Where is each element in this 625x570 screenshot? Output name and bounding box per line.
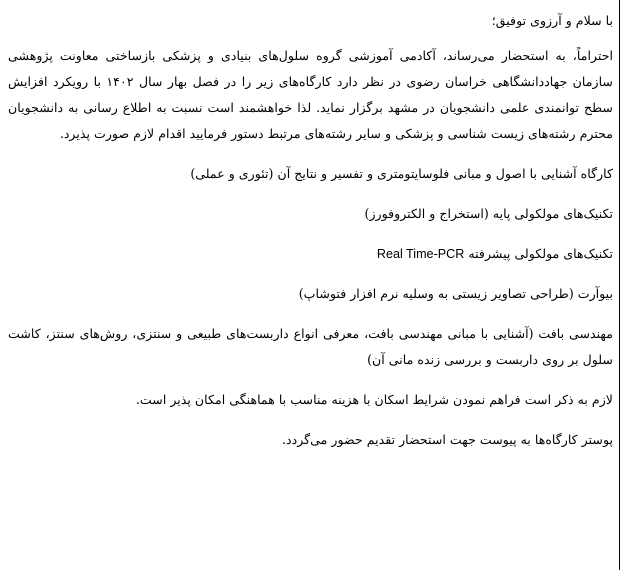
closing-line: پوستر کارگاه‌ها به پیوست جهت استحضار تقدیم حضور می‌گردد. bbox=[282, 432, 613, 447]
workshop-advanced-molecular-term: Real Time-PCR bbox=[376, 247, 465, 261]
workshop-advanced-molecular-text: تکنیک‌های مولکولی پیشرفته bbox=[468, 246, 613, 261]
workshop-basic-molecular: تکنیک‌های مولکولی پایه (استخراج و الکتروفورز) bbox=[364, 206, 613, 221]
workshop-tissue-engineering: مهندسی بافت (آشنایی با مبانی مهندسی بافت، معرفی انواع داربست‌های طبیعی و سنتزی، روش‌های سنتز، کاشت سلول بر روی داربست و بررسی زنده مانی آن) bbox=[8, 326, 613, 367]
accommodation-note: لازم به ذکر است فراهم نمودن شرایط اسکان با هزینه مناسب با هماهنگی امکان پذیر است. bbox=[135, 392, 613, 407]
workshop-advanced-molecular bbox=[8, 241, 613, 267]
greeting: با سلام و آرزوی توفیق؛ bbox=[491, 13, 613, 28]
letter-body bbox=[8, 8, 613, 453]
workshop-bioart: بیوآرت (طراحی تصاویر زیستی به وسلیه نرم افزار فتوشاپ) bbox=[298, 286, 613, 301]
intro-paragraph: احتراماً، به استحضار می‌رساند، آکادمی آموزشی گروه سلول‌های بنیادی و پزشکی بازساختی معاونت پژوهشی سازمان جهاددانشگاهی خراسان رضوی در نظر دارد کارگاه‌های زیر را در فصل بهار سال ۱۴۰۲ با رویکرد افزایش سطح توانمندی علمی دانشجویان در مشهد برگزار نماید. لذا خواهشمند است نسبت به اطلاع رسانی به دانشجویان محترم رشته‌های زیست شناسی و پزشکی و سایر رشته‌های مرتبط دستور فرمایید اقدام لازم صورت پذیرد. bbox=[8, 48, 613, 141]
workshop-flow-cytometry: کارگاه آشنایی با اصول و مبانی فلوسایتومتری و تفسیر و نتایج آن (تئوری و عملی) bbox=[190, 166, 613, 181]
